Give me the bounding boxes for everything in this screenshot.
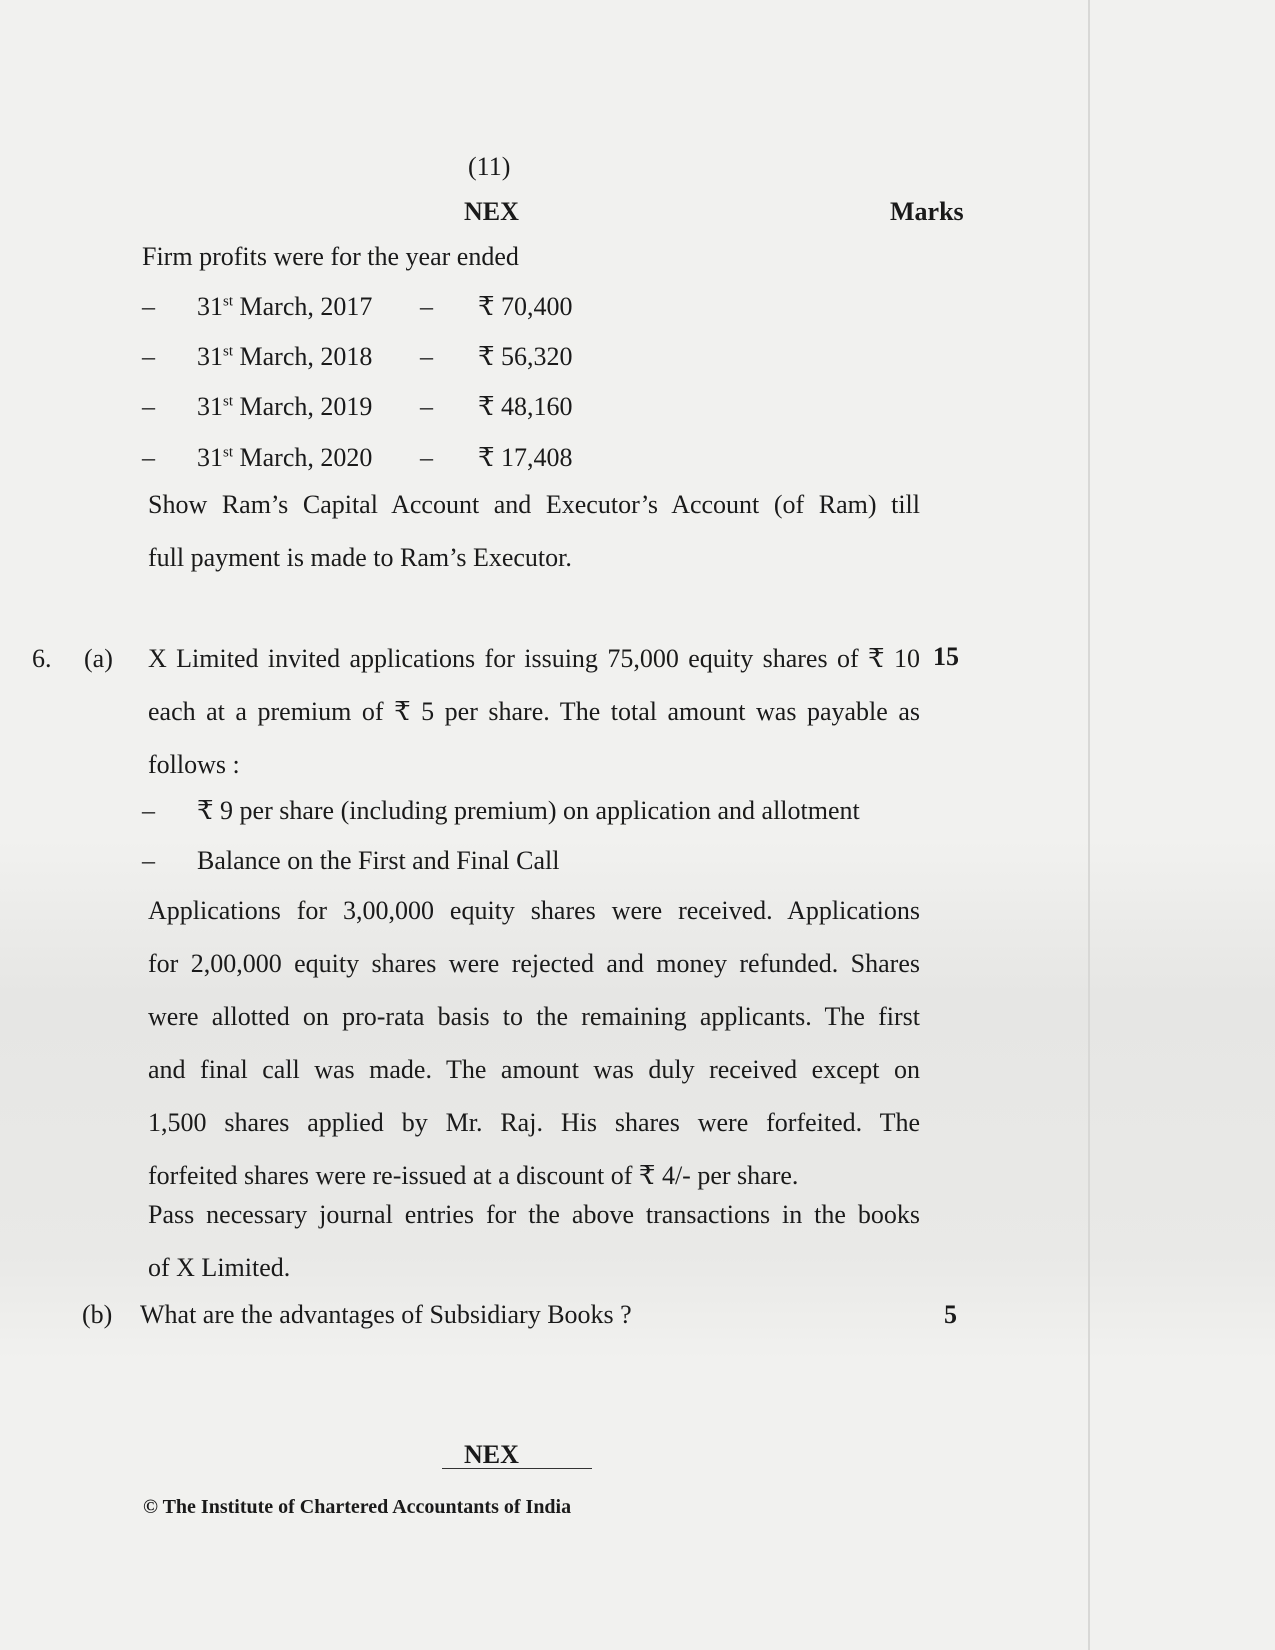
dash: – (420, 292, 433, 321)
dash: – (142, 392, 155, 421)
text-line: of X Limited. (148, 1253, 291, 1282)
text-line: forfeited shares were re-issued at a discount of ₹ 4/- per share. (148, 1161, 799, 1190)
part-label-b: (b) (82, 1300, 113, 1329)
text-line: X Limited invited applications for issuing 75,000 equity shares of ₹ 10 (148, 644, 920, 673)
text-line: and final call was made. The amount was duly received except on (148, 1055, 920, 1084)
dash: – (420, 342, 433, 371)
profit-year: 31st March, 2017 (197, 292, 373, 321)
profits-intro: Firm profits were for the year ended (142, 242, 519, 271)
part-label-a: (a) (84, 644, 113, 673)
question-number: 6. (32, 644, 52, 673)
text-line: Pass necessary journal entries for the above transactions in the books (148, 1200, 920, 1229)
text-line: full payment is made to Ram’s Executor. (148, 543, 572, 572)
bullet-item: Balance on the First and Final Call (197, 846, 560, 875)
dash: – (142, 292, 155, 321)
marks-6b: 5 (944, 1300, 957, 1329)
q6a-task (148, 1188, 920, 1294)
text-line: Show Ram’s Capital Account and Executor’s Account (of Ram) till (148, 490, 920, 519)
profit-year: 31st March, 2019 (197, 392, 373, 421)
text-line: for 2,00,000 equity shares were rejected and money refunded. Shares (148, 949, 920, 978)
text-line: were allotted on pro-rata basis to the remaining applicants. The first (148, 1002, 920, 1031)
profit-year: 31st March, 2020 (197, 443, 373, 472)
text-line: 1,500 shares applied by Mr. Raj. His shares were forfeited. The (148, 1108, 920, 1137)
text-line: follows : (148, 750, 240, 779)
profit-amount: ₹ 70,400 (478, 292, 573, 321)
dash: – (142, 846, 155, 875)
profit-amount: ₹ 56,320 (478, 342, 573, 371)
series-code-footer: NEX (464, 1440, 519, 1469)
marks-6a: 15 (933, 642, 959, 671)
profit-year: 31st March, 2018 (197, 342, 373, 371)
text-line: Applications for 3,00,000 equity shares were received. Applications (148, 896, 920, 925)
profit-amount: ₹ 48,160 (478, 392, 573, 421)
page-number: (11) (468, 152, 511, 181)
q6a-intro (148, 632, 920, 791)
text-line: each at a premium of ₹ 5 per share. The total amount was payable as (148, 697, 920, 726)
q6b-text: What are the advantages of Subsidiary Books ? (140, 1300, 632, 1329)
dash: – (142, 342, 155, 371)
dash: – (420, 443, 433, 472)
q6a-body (148, 884, 920, 1202)
series-code-header: NEX (464, 197, 519, 226)
marks-column-label: Marks (890, 197, 964, 226)
bullet-item: ₹ 9 per share (including premium) on application and allotment (197, 796, 860, 825)
dash: – (142, 443, 155, 472)
dash: – (142, 796, 155, 825)
copyright-notice: © The Institute of Chartered Accountants of India (143, 1496, 572, 1518)
profit-amount: ₹ 17,408 (478, 443, 573, 472)
q5-instruction (148, 478, 920, 584)
dash: – (420, 392, 433, 421)
scan-edge-line (1088, 0, 1090, 1650)
